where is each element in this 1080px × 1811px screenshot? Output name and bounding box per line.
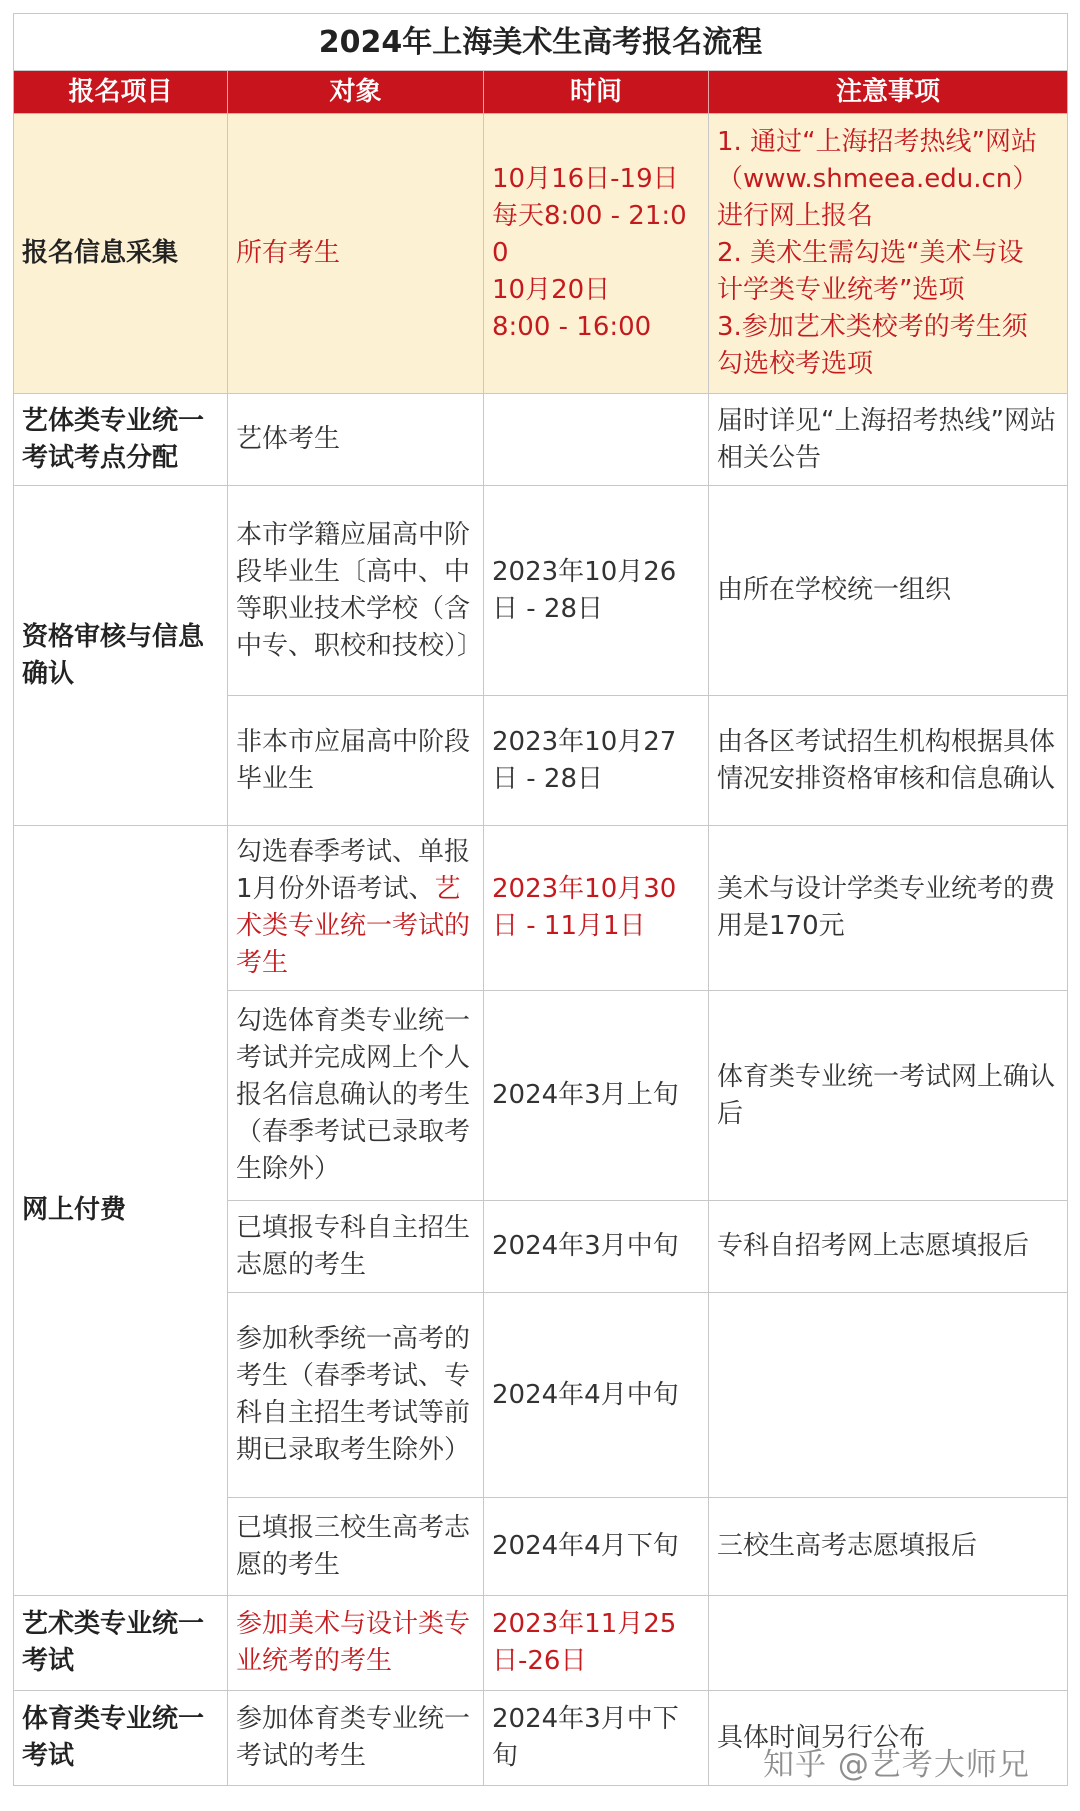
time-cell: 2024年4月中旬 [484, 1293, 709, 1498]
category-cell: 资格审核与信息确认 [14, 486, 228, 826]
time-cell: 2024年3月中旬 [484, 1201, 709, 1293]
target-cell: 参加体育类专业统一考试的考生 [228, 1691, 484, 1786]
watermark: 知乎 @艺考大师兄 [763, 1747, 1030, 1783]
time-cell: 2024年4月下旬 [484, 1498, 709, 1596]
note-cell [709, 114, 1068, 394]
target-cell: 已填报三校生高考志愿的考生 [228, 1498, 484, 1596]
note-line: （www.shmeea.edu.cn） [717, 164, 1039, 194]
category-cell: 报名信息采集 [14, 114, 228, 394]
target-cell: 勾选体育类专业统一考试并完成网上个人报名信息确认的考生（春季考试已录取考生除外） [228, 991, 484, 1201]
category-cell: 体育类专业统一考试 [14, 1691, 228, 1786]
time-cell: 2023年10月26日 - 28日 [484, 486, 709, 696]
header-item: 报名项目 [14, 71, 228, 114]
table-row [14, 394, 1068, 486]
registration-table [13, 13, 1068, 1786]
category-cell: 艺术类专业统一考试 [14, 1596, 228, 1691]
time-cell [484, 114, 709, 394]
time-cell: 2024年3月中下旬 [484, 1691, 709, 1786]
time-line: 8:00 - 16:00 [492, 312, 652, 342]
target-cell: 艺体考生 [228, 394, 484, 486]
header-target: 对象 [228, 71, 484, 114]
note-cell: 体育类专业统一考试网上确认后 [709, 991, 1068, 1201]
table-row [14, 826, 1068, 991]
header-notes: 注意事项 [709, 71, 1068, 114]
target-text: 勾选春季考试、单报1月份外语考试、 [236, 837, 471, 904]
target-text-highlight: 艺术类专业统一考试的考生 [236, 874, 471, 978]
time-cell: 2024年3月上旬 [484, 991, 709, 1201]
time-cell: 2023年10月30日 - 11月1日 [484, 826, 709, 991]
note-cell [709, 1596, 1068, 1691]
note-line: 3.参加艺术类校考的考生须 [717, 312, 1028, 342]
table-title: 2024年上海美术生高考报名流程 [14, 14, 1068, 71]
note-cell: 三校生高考志愿填报后 [709, 1498, 1068, 1596]
time-cell: 2023年10月27日 - 28日 [484, 696, 709, 826]
note-cell [709, 1293, 1068, 1498]
note-cell: 由各区考试招生机构根据具体情况安排资格审核和信息确认 [709, 696, 1068, 826]
note-cell: 由所在学校统一组织 [709, 486, 1068, 696]
target-cell [228, 826, 484, 991]
time-cell [484, 394, 709, 486]
time-line: 10月16日-19日 [492, 164, 679, 194]
note-cell: 专科自招考网上志愿填报后 [709, 1201, 1068, 1293]
note-line: 计学类专业统考”选项 [717, 275, 965, 305]
target-cell: 参加秋季统一高考的考生（春季考试、专科自主招生考试等前期已录取考生除外） [228, 1293, 484, 1498]
category-cell: 网上付费 [14, 826, 228, 1596]
table-row [14, 486, 1068, 696]
note-cell: 届时详见“上海招考热线”网站相关公告 [709, 394, 1068, 486]
target-cell: 所有考生 [228, 114, 484, 394]
time-line: 每天8:00 - 21:00 [492, 201, 687, 268]
target-cell: 本市学籍应届高中阶段毕业生〔高中、中等职业技术学校（含中专、职校和技校）〕 [228, 486, 484, 696]
time-cell: 2023年11月25日-26日 [484, 1596, 709, 1691]
note-line: 2. 美术生需勾选“美术与设 [717, 238, 1024, 268]
target-cell: 非本市应届高中阶段毕业生 [228, 696, 484, 826]
category-cell: 艺体类专业统一考试考点分配 [14, 394, 228, 486]
note-line: 勾选校考选项 [717, 349, 874, 379]
header-time: 时间 [484, 71, 709, 114]
time-line: 10月20日 [492, 275, 611, 305]
note-line: 进行网上报名 [717, 201, 874, 231]
note-cell: 具体时间另行公布 [709, 1691, 1068, 1786]
target-cell: 已填报专科自主招生志愿的考生 [228, 1201, 484, 1293]
note-line: 1. 通过“上海招考热线”网站 [717, 127, 1038, 157]
note-cell: 美术与设计学类专业统考的费用是170元 [709, 826, 1068, 991]
table-row [14, 114, 1068, 394]
table-row [14, 1596, 1068, 1691]
target-cell: 参加美术与设计类专业统考的考生 [228, 1596, 484, 1691]
